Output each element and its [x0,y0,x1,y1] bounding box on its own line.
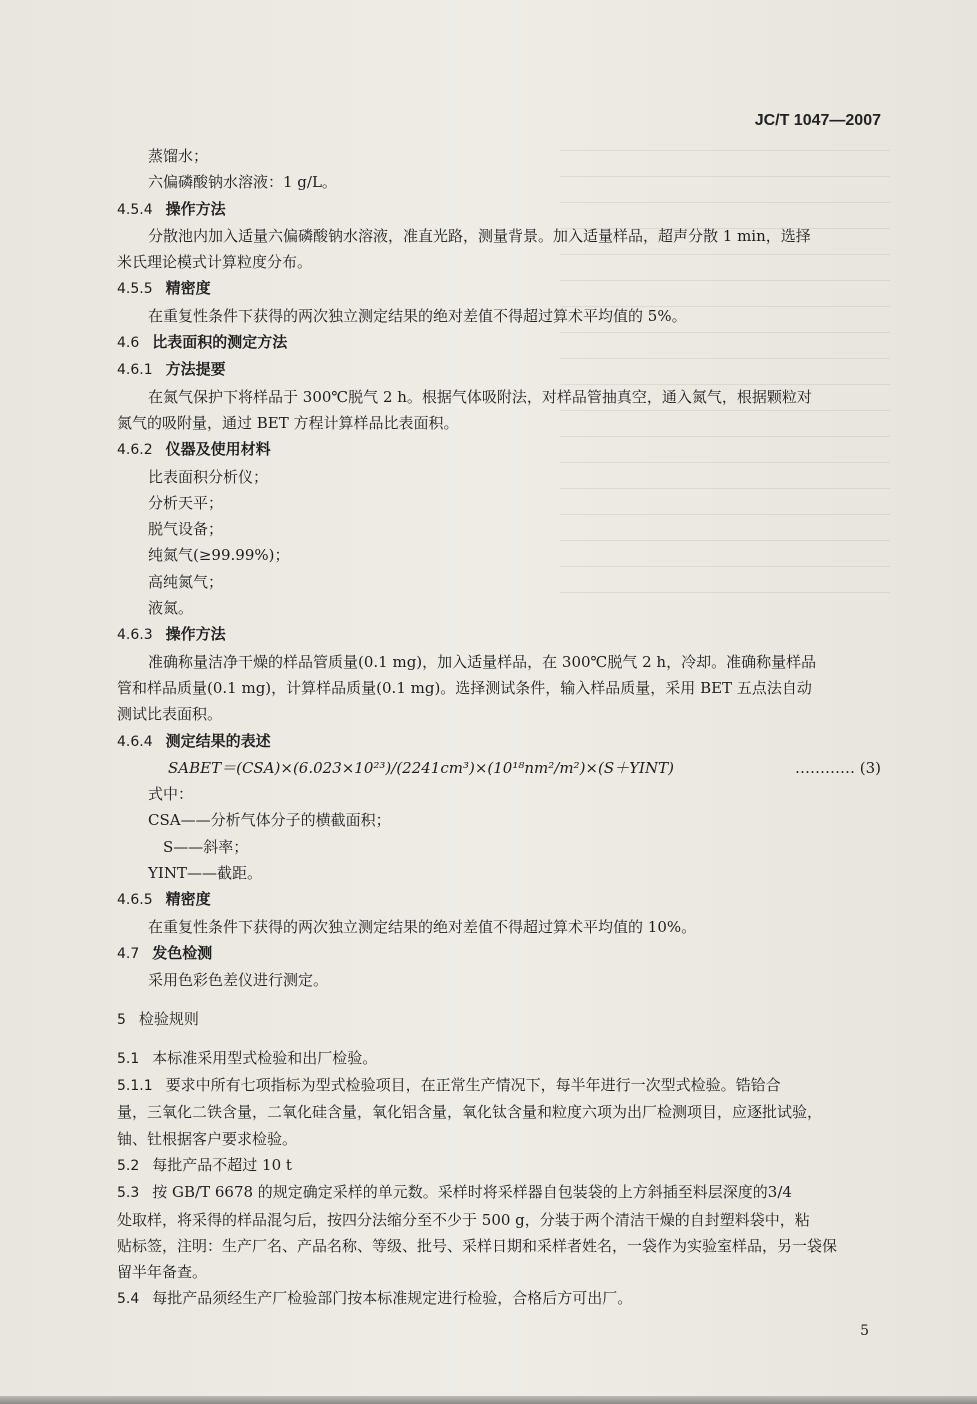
clause-line: 5.4 每批产品须经生产厂检验部门按本标准规定进行检验，合格后方可出厂。 [117,1289,633,1308]
section-heading: 4.6.2 仪器及使用材料 [117,440,271,459]
text-line: 准确称量洁净干燥的样品管质量(0.1 mg)，加入适量样品，在 300℃脱气 2 h，冷却。准确称量样品 [148,652,817,671]
list-item: 分析天平； [148,493,224,512]
text-line: 在重复性条件下获得的两次独立测定结果的绝对差值不得超过算术平均值的 5%。 [148,306,687,325]
text-line: 分散池内加入适量六偏磷酸钠水溶液，准直光路，测量背景。加入适量样品，超声分散 1 min，选择 [148,226,811,245]
text-line: 采用色彩色差仪进行测定。 [148,971,329,990]
text-line: 在重复性条件下获得的两次独立测定结果的绝对差值不得超过算术平均值的 10%。 [148,917,697,936]
formula-number: ………… (3) [794,758,881,777]
text-line: 留半年备查。 [117,1263,208,1282]
chapter-heading: 5 检验规则 [117,1009,199,1028]
section-heading: 4.7 发色检测 [117,943,213,962]
list-item: 脱气设备； [148,520,224,539]
text-line: 式中： [148,785,194,804]
formula-expression: SABET＝(CSA)×(6.023×10²³)/(2241cm³)×(10¹⁸nm²/m²)×(S＋YINT) [168,758,674,777]
text-line: 管和样品质量(0.1 mg)，计算样品质量(0.1 mg)。选择测试条件，输入样品质量，采用 BET 五点法自动 [117,678,812,697]
page-number: 5 [860,1323,869,1339]
clause-line: 5.1.1 要求中所有七项指标为型式检验项目，在正常生产情况下，每半年进行一次型式检验。锆铪合 [117,1076,781,1095]
text-line: 处取样，将采得的样品混匀后，按四分法缩分至不少于 500 g，分装于两个清洁干燥的自封塑料袋中，粘 [117,1210,810,1229]
section-heading: 4.5.5 精密度 [117,279,211,298]
text-line: 量，三氧化二铁含量，二氧化硅含量，氧化铝含量，氧化钛含量和粒度六项为出厂检测项目，应逐批试验， [117,1103,823,1122]
text-line: 铀、钍根据客户要求检验。 [117,1129,298,1148]
formula-3 [117,755,885,781]
text-line: 米氏理论模式计算粒度分布。 [117,253,313,272]
list-item: 纯氮气(≥99.99%)； [148,546,290,565]
section-heading: 4.6.4 测定结果的表述 [117,731,271,750]
list-item: 液氮。 [148,599,194,618]
list-item: 高纯氮气； [148,572,224,591]
scan-edge [0,1396,977,1404]
section-heading: 4.6 比表面积的测定方法 [117,333,288,352]
section-heading: 4.6.5 精密度 [117,890,211,909]
text-line: 测试比表面积。 [117,705,223,724]
text-line: 贴标签，注明：生产厂名、产品名称、等级、批号、采样日期和采样者姓名，一袋作为实验室样品，另一袋保 [117,1236,838,1255]
section-heading: 4.6.1 方法提要 [117,360,226,379]
clause-line: 5.3 按 GB/T 6678 的规定确定采样的单元数。采样时将采样器自包装袋的上方斜插至料层深度的3/4 [117,1183,792,1202]
section-heading: 4.5.4 操作方法 [117,199,226,218]
text-line: 在氮气保护下将样品于 300℃脱气 2 h。根据气体吸附法，对样品管抽真空，通入氮气，根据颗粒对 [148,387,812,406]
text-line: 氮气的吸附量，通过 BET 方程计算样品比表面积。 [117,413,459,432]
standard-code-header: JC/T 1047—2007 [754,112,881,129]
section-heading: 4.6.3 操作方法 [117,625,226,644]
definition-line: S——斜率； [163,837,249,856]
list-item: 比表面积分析仪； [148,467,269,486]
text-line: 蒸馏水； [148,147,209,165]
clause-line: 5.1 本标准采用型式检验和出厂检验。 [117,1048,378,1067]
definition-line: CSA——分析气体分子的横截面积； [148,811,391,830]
document-body [117,143,885,1313]
clause-line: 5.2 每批产品不超过 10 t [117,1155,292,1174]
text-line: 六偏磷酸钠水溶液：1 g/L。 [148,173,337,192]
definition-line: YINT——截距。 [148,864,262,883]
